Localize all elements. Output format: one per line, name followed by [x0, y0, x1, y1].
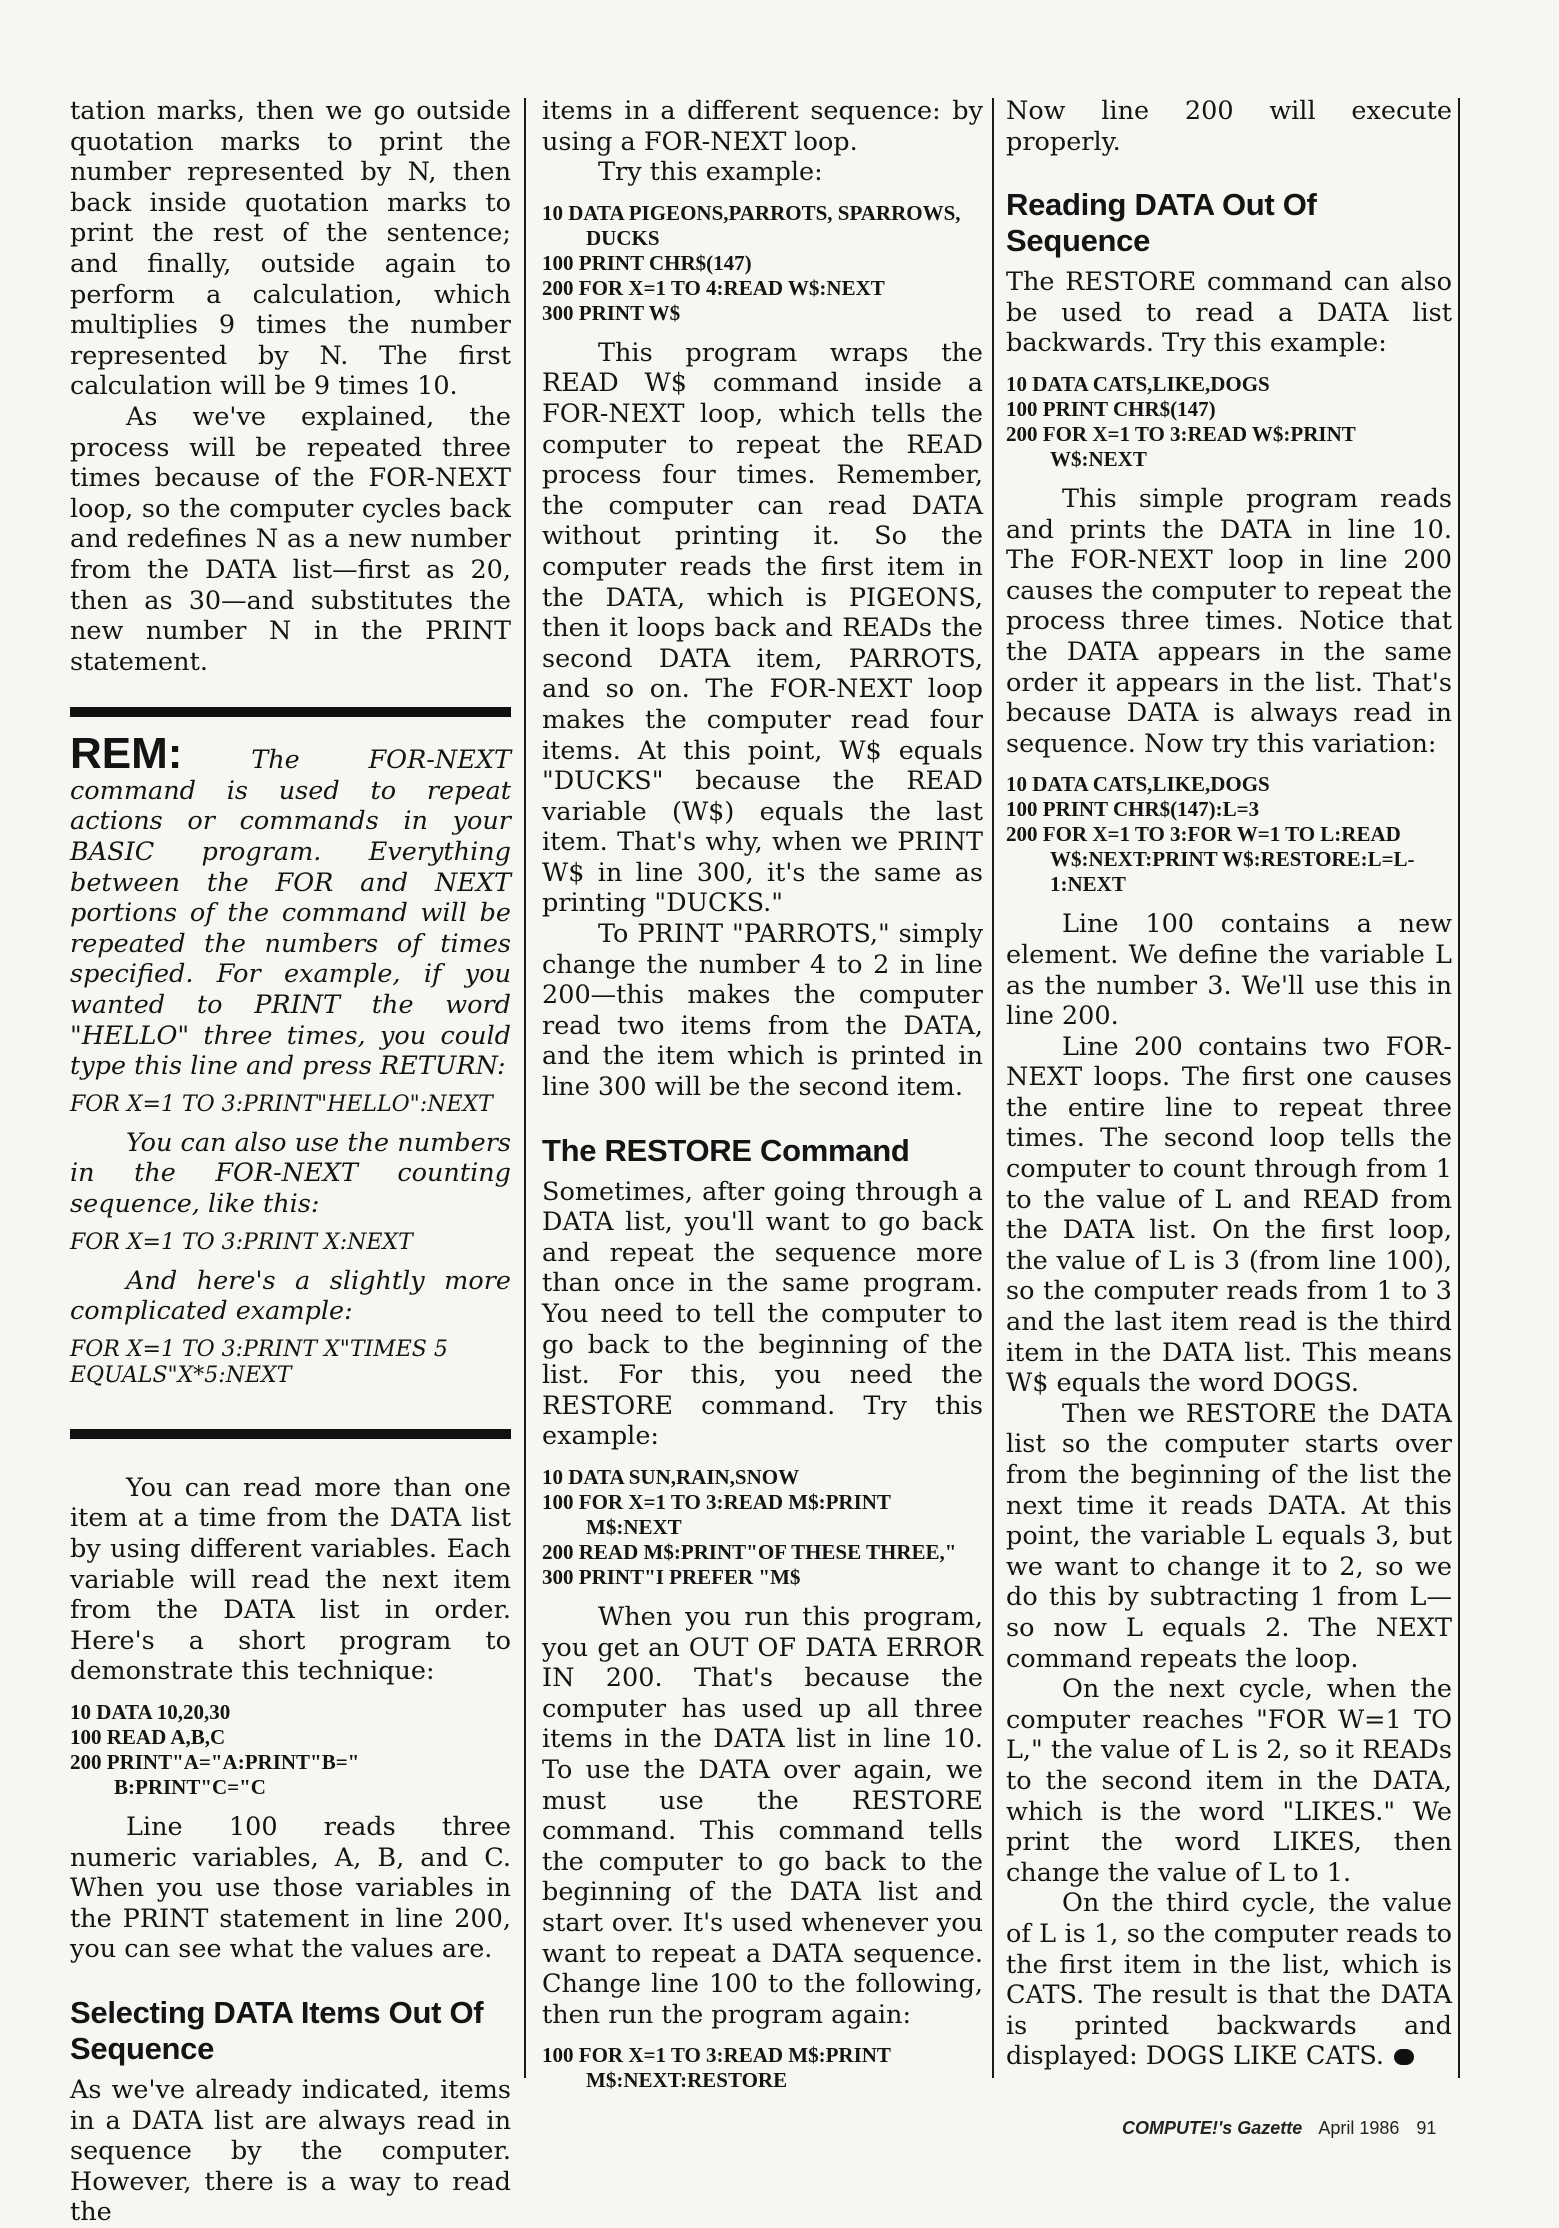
paragraph: The RESTORE command can also be used to read a DATA list backwards. Try this example: [1006, 267, 1452, 359]
paragraph: Try this example: [598, 157, 823, 188]
paragraph: As we've already indicated, items in a DATA list are always read in sequence by the computer. However, there is a way to read the [70, 2074, 511, 2228]
rem-paragraph: And here's a slightly more complicated example: [70, 1265, 511, 1327]
column-rule-left [524, 98, 526, 2078]
paragraph: When you run this program, you get an OUT OF DATA ERROR IN 200. That's because the computer has used up all three items in the DATA list in line 10. To use the DATA over again, we must use the RESTORE command. This command tells the computer to go back to the beginning of the DATA list and start over. It's used whenever you want to repeat a DATA sequence. Change line 100 to the following, then run the program again: [542, 1601, 983, 2030]
paragraph: items in a different sequence: by using a FOR-NEXT loop. [542, 96, 983, 157]
code-listing: 10 DATA CATS,LIKE,DOGS 100 PRINT CHR$(147) 200 FOR X=1 TO 3:READ W$:PRINT W$:NEXT [1006, 371, 1356, 471]
issue-date: April 1986 [1318, 2118, 1400, 2138]
section-heading: Selecting DATA Items Out Of Sequence [70, 1994, 484, 2066]
paragraph: As we've explained, the process will be repeated three times because of the FOR-NEXT loop, so the computer cycles back and redefines N as a new number from the DATA list—first as 20, then as 30—and substitutes the new number N in the PRINT statement. [70, 401, 511, 677]
rem-intro: REM: The FOR-NEXT command is used to repeat actions or commands in your BASIC program. Everything between the FOR and NEXT portions of the command will be repeated the numbers of times specified. For example, if you wanted to PRINT the word "HELLO" three times, you could type this line and press RETURN: [70, 729, 511, 1082]
section-heading: The RESTORE Command [542, 1132, 910, 1168]
rem-code: FOR X=1 TO 3:PRINT X:NEXT [70, 1229, 413, 1255]
rem-code: FOR X=1 TO 3:PRINT"HELLO":NEXT [70, 1091, 493, 1117]
column-rule-right [992, 98, 994, 2078]
rem-sidebar [70, 707, 511, 1439]
column-3 [1006, 96, 1452, 2084]
paragraph: To PRINT "PARROTS," simply change the number 4 to 2 in line 200—this makes the computer read two items from the DATA, and the item which is printed in line 300 will be the second item. [542, 919, 983, 1103]
paragraph: Line 100 contains a new element. We define the variable L as the number 3. We'll use this in line 200. [1006, 909, 1452, 1032]
code-listing: 10 DATA CATS,LIKE,DOGS 100 PRINT CHR$(147):L=3 200 FOR X=1 TO 3:FOR W=1 TO L:READ W$:NEXT:PRINT W$:RESTORE:L=L-1:NEXT [1006, 772, 1415, 897]
paragraph: This program wraps the READ W$ command inside a FOR-NEXT loop, which tells the computer to repeat the READ process four times. Remember, the computer can read DATA without printing it. So the computer reads the first item in the DATA, which is PIGEONS, then it loops back and READs the second DATA item, PARROTS, and so on. The FOR-NEXT loop makes the computer read four items. At this point, W$ equals "DUCKS" because the READ variable (W$) equals the last item. That's why, when we PRINT W$ in line 300, it's the same as printing "DUCKS." [542, 337, 983, 919]
code-listing: 10 DATA PIGEONS,PARROTS, SPARROWS, DUCKS 100 PRINT CHR$(147) 200 FOR X=1 TO 4:READ W$:NEXT 300 PRINT W$ [542, 200, 961, 325]
code-listing: 10 DATA SUN,RAIN,SNOW 100 FOR X=1 TO 3:READ M$:PRINT M$:NEXT 200 READ M$:PRINT"OF THESE THREE," 300 PRINT"I PREFER "M$ [542, 1464, 957, 1589]
code-listing: 10 DATA 10,20,30 100 READ A,B,C 200 PRINT"A="A:PRINT"B=" B:PRINT"C="C [70, 1699, 360, 1799]
column-rule-outer-right [1458, 98, 1460, 2078]
paragraph: Line 200 contains two FOR-NEXT loops. The first one causes the entire line to repeat three times. The second loop tells the computer to count through from 1 to the value of L and READ from the DATA list. On the first loop, the value of L is 3 (from line 100), so the computer reads from 1 to 3 and the last item read is the third item in the DATA list. This means W$ equals the word DOGS. [1006, 1031, 1452, 1399]
paragraph-final: On the third cycle, the value of L is 1, so the computer reads to the first item in the list, which is CATS. The result is that the DATA is printed backwards and displayed: DOGS LIKE CATS. [1006, 1888, 1452, 2072]
paragraph: Then we RESTORE the DATA list so the computer starts over from the beginning of the list the next time it reads DATA. At this point, the variable L equals 3, but we want to change it to 2, so we do this by subtracting 1 from L—so now L equals 2. The NEXT command repeats the loop. [1006, 1398, 1452, 1674]
column-2 [542, 96, 983, 2093]
paragraph: tation marks, then we go outside quotation marks to print the number represented by N, then back inside quotation marks to print the rest of the sentence; and finally, outside again to perform a calculation, which multiplies 9 times the number represented by N. The first calculation will be 9 times 10. [70, 96, 511, 402]
page-number: 91 [1416, 2118, 1437, 2138]
rem-paragraph: You can also use the numbers in the FOR-NEXT counting sequence, like this: [70, 1127, 511, 1219]
paragraph: On the next cycle, when the computer reaches "FOR W=1 TO L," the value of L is 2, so it READs to the second item in the DATA, which is the word "LIKES." We print the word LIKES, then change the value of L to 1. [1006, 1674, 1452, 1888]
paragraph: You can read more than one item at a time from the DATA list by using different variables. Each variable will read the next item from the DATA list in order. Here's a short program to demonstrate this technique: [70, 1472, 511, 1687]
paragraph: Now line 200 will execute properly. [1006, 96, 1452, 157]
code-listing: 100 FOR X=1 TO 3:READ M$:PRINT M$:NEXT:RESTORE [542, 2043, 891, 2093]
paragraph: Line 100 reads three numeric variables, A, B, and C. When you use those variables in the PRINT statement in line 200, you can see what the values are. [70, 1811, 511, 1965]
rem-label: REM: [70, 729, 183, 779]
column-1 [70, 96, 511, 2228]
rem-code: FOR X=1 TO 3:PRINT X"TIMES 5 EQUALS"X*5:NEXT [70, 1336, 448, 1388]
end-of-article-icon [1394, 2049, 1414, 2065]
publication-name: COMPUTE!'s Gazette [1122, 2118, 1303, 2138]
page-footer [1122, 2118, 1448, 2139]
paragraph: This simple program reads and prints the DATA in line 10. The FOR-NEXT loop in line 200 causes the computer to repeat the process three times. Notice that the DATA appears in the same order it appears in the list. That's because DATA is always read in sequence. Now try this variation: [1006, 483, 1452, 759]
paragraph: Sometimes, after going through a DATA list, you'll want to go back and repeat the sequence more than once in the same program. You need to tell the computer to go back to the beginning of the list. For this, you need the RESTORE command. Try this example: [542, 1176, 983, 1452]
section-heading: Reading DATA Out Of Sequence [1006, 187, 1317, 259]
